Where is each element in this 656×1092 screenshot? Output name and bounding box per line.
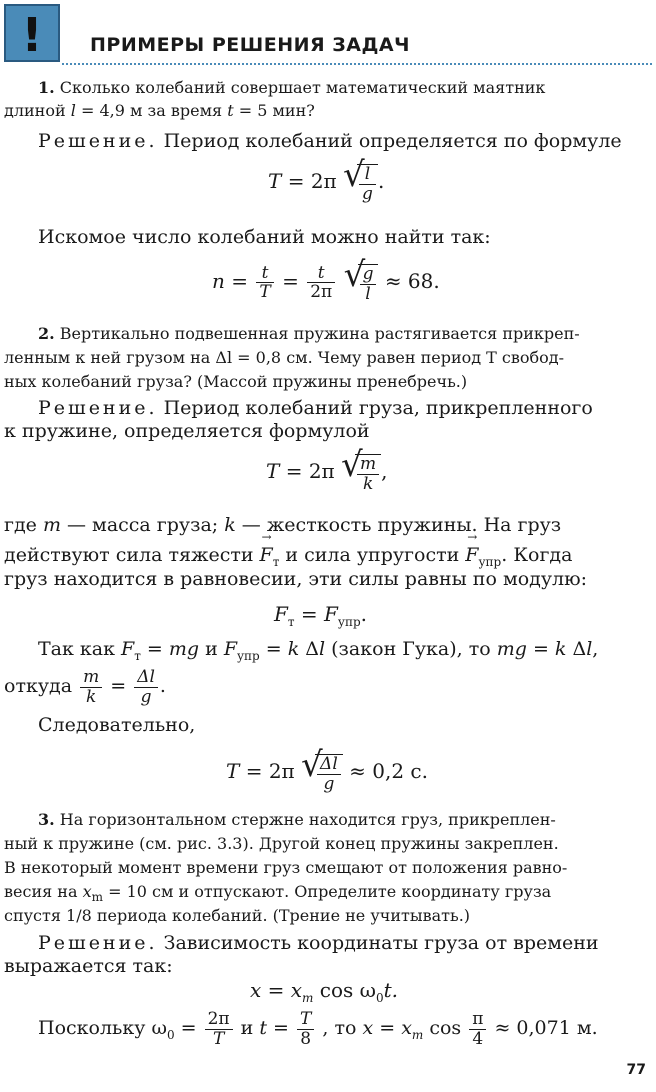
problem-2-solution-intro: Решение. Период колебаний груза, прикрепленного [38,397,593,419]
formula-coordinate-result: Поскольку $\omega_0$ = $\frac{2\pi}{T}$ и t = $\frac{T}{8}$ , то $x = x_m$ cos $\frac{\pi}{4}$ ≈ 0,071 м. [38,1009,598,1049]
formula-spring-period: T = 2π √ $\frac{m}{k}$ , [266,445,388,494]
problem-3-statement-line-3: В некоторый момент времени груз смещают от положения равно- [4,858,568,877]
problem-3-statement-line-2: ный к пружине (см. рис. 3.3). Другой конец пружины закреплен. [4,834,559,853]
problem-3-statement-line-5: спустя 1/8 периода колебаний. (Трение не учитывать.) [4,906,471,925]
problem-2-statement: 2. Вертикально подвешенная пружина растягивается прикреп- [38,324,580,343]
exclamation-icon: ! [4,4,60,62]
problem-1-statement-line-2: длиной l = 4,9 м за время t = 5 мин? [4,101,315,120]
heading-rule [62,63,652,65]
problem-2-text-line-3: груз находится в равновесии, эти силы равны по модулю: [4,568,588,590]
problem-1-oscillations-text: Искомое число колебаний можно найти так: [38,226,491,248]
problem-1-statement: 1. Сколько колебаний совершает математический маятник [38,78,546,97]
section-heading: ПРИМЕРЫ РЕШЕНИЯ ЗАДАЧ [90,34,410,56]
problem-2-therefore: Следовательно, [38,714,196,736]
problem-2-statement-line-3: ных колебаний груза? (Массой пружины пренебречь.) [4,372,468,391]
problem-3-statement: 3. На горизонтальном стержне находится груз, прикреплен- [38,810,556,829]
problem-2-text-line-2: действуют сила тяжести → $F_т$ и сила упругости → $F_{упр}$. Когда [4,544,572,569]
formula-force-equality: $F_т = F_{упр}$. [274,602,368,629]
problem-1-solution-intro: Решение. Период колебаний определяется по формуле [38,130,622,152]
formula-coordinate: $x = x_m$ $\cos \omega_0t$. [250,978,398,1005]
problem-3-solution-intro: Решение. Зависимость координаты груза от времени [38,932,599,954]
formula-pendulum-period: T = 2π √ $\frac{l}{g}$ . [268,155,385,204]
problem-2-solution-line-2: к пружине, определяется формулой [4,420,370,442]
problem-3-statement-line-4: весия на $x_m = 10$ см и отпускают. Определите координату груза [4,882,552,905]
problem-3-solution-line-2: выражается так: [4,955,173,977]
page-number: 77 [626,1062,646,1078]
problem-2-hooke-line: Так как $F_т$ = mg и $F_{упр} = k$ Δl (закон Гука), то mg = k Δl, [38,638,599,663]
formula-oscillation-count: n = $\frac{t}{T}$ = $\frac{t}{2\pi}$ √ $\frac{g}{l}$ ≈ 68. [212,255,440,304]
formula-spring-period-result: T = 2π √ $\frac{\Delta l}{g}$ ≈ 0,2 с. [226,745,428,794]
problem-2-text-line-1: где m — масса груза; k — жесткость пружины. На груз [4,514,562,536]
problem-2-statement-line-2: ленным к ней грузом на Δl = 0,8 см. Чему равен период T свобод- [4,348,565,367]
problem-2-ratio-line: откуда $\frac{m}{k}$ = $\frac{\Delta l}{g}$ . [4,667,166,707]
